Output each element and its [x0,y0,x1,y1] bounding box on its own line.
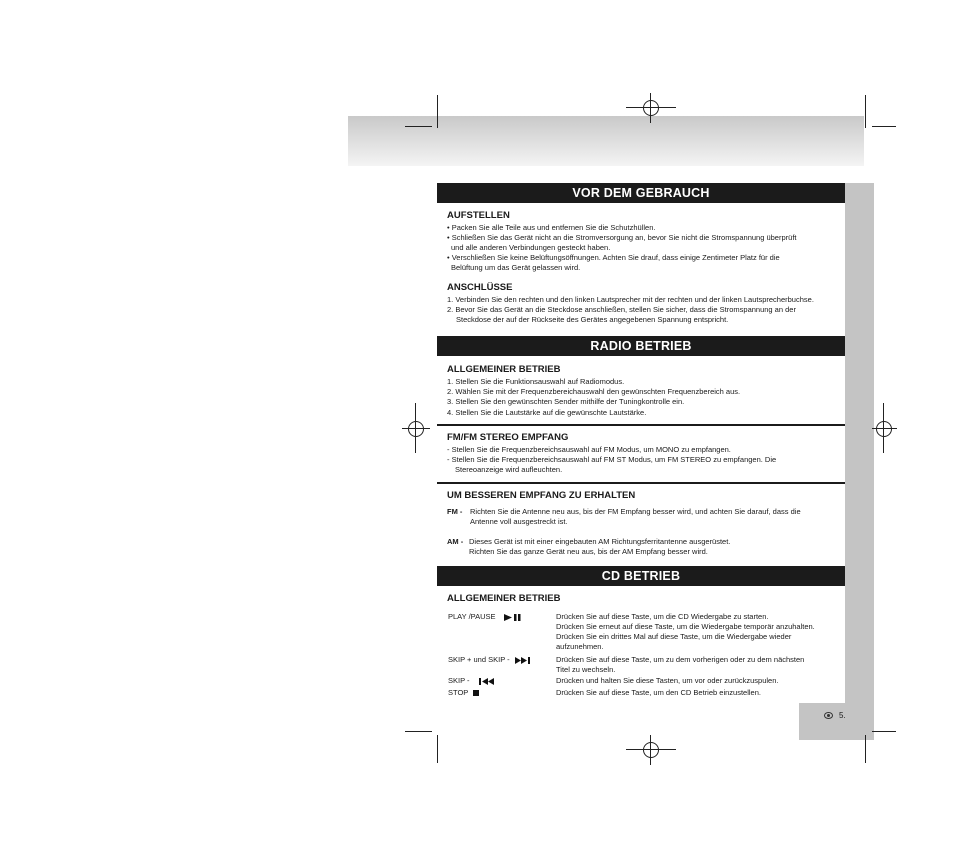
language-disc-icon [824,712,833,719]
text-line: Antenne voll ausgestreckt ist. [470,517,568,526]
text-line: aufzunehmen. [556,642,604,651]
text-line: und alle anderen Verbindungen gesteckt haben. [451,243,611,252]
skip-forward-icon [515,657,532,664]
crop-mark [437,95,438,128]
cd-key-stop [448,688,481,698]
page-number-box [799,703,874,740]
am-label: AM - [447,537,464,546]
text-line: Drücken Sie ein drittes Mal auf diese Taste, um die Wiedergabe wieder [556,632,792,641]
text-line: • Packen Sie alle Teile aus und entfernen Sie die Schutzhüllen. [447,223,656,232]
heading-allgemeiner-betrieb-cd: ALLGEMEINER BETRIEB [447,593,561,604]
cd-key-skip [448,655,532,665]
text-line: • Verschließen Sie keine Belüftungsöffnungen. Achten Sie drauf, dass einige Zentimeter Platz für die [447,253,780,262]
section-header-radio-betrieb: RADIO BETRIEB [437,336,845,356]
heading-besseren-empfang: UM BESSEREN EMPFANG ZU ERHALTEN [447,490,636,501]
section-header-cd-betrieb: CD BETRIEB [437,566,845,586]
text-line: 3. Stellen Sie den gewünschten Sender mithilfe der Tuningkontrolle ein. [447,397,685,406]
text-line: Drücken Sie auf diese Taste, um den CD Betrieb einzustellen. [556,688,761,697]
play-pause-icon [504,614,522,621]
text-line: Drücken Sie auf diese Taste, um zu dem vorherigen oder zu dem nächsten [556,655,805,664]
crop-mark [405,126,432,127]
crop-mark [437,735,438,763]
text-line: Titel zu wechseln. [556,665,616,674]
text-line: Steckdose der auf der Rückseite des Gerätes angegebenen Spannung entspricht. [456,315,729,324]
heading-anschluesse: ANSCHLÜSSE [447,282,513,293]
text-line: 2. Wählen Sie mit der Frequenzbereichauswahl den gewünschten Frequenzbereich aus. [447,387,741,396]
text-line: Dieses Gerät ist mit einer eingebauten AM Richtungsferritantenne ausgerüstet. [469,537,731,546]
crop-mark [405,731,432,732]
crop-mark [865,735,866,763]
text-line: 1. Stellen Sie die Funktionsauswahl auf Radiomodus. [447,377,625,386]
cd-key-label: SKIP + und SKIP - [448,655,510,664]
cd-key-play-pause [448,612,522,622]
stop-icon [473,690,481,697]
section-header-vor-dem-gebrauch: VOR DEM GEBRAUCH [437,183,845,203]
text-line: • Schließen Sie das Gerät nicht an die Stromversorgung an, bevor Sie nicht die Stromspannung überprüft [447,233,797,242]
divider [437,482,845,484]
page-number: 5. [839,711,846,720]
fm-label: FM - [447,507,463,516]
skip-back-icon [479,678,496,685]
cd-key-label: SKIP - [448,676,470,685]
text-line: Richten Sie die Antenne neu aus, bis der FM Empfang besser wird, und achten Sie darauf, dass die [470,507,801,516]
heading-allgemeiner-betrieb-radio: ALLGEMEINER BETRIEB [447,364,561,375]
text-line: Drücken und halten Sie diese Tasten, um vor oder zurückzuspulen. [556,676,779,685]
text-line: 2. Bevor Sie das Gerät an die Steckdose anschließen, stellen Sie sicher, dass die Stromspannung an der [447,305,796,314]
text-line: - Stellen Sie die Frequenzbereichsauswahl auf FM ST Modus, um FM STEREO zu empfangen. Die [447,455,777,464]
text-line: - Stellen Sie die Frequenzbereichsauswahl auf FM Modus, um MONO zu empfangen. [447,445,731,454]
text-line: Belüftung um das Gerät gelassen wird. [451,263,581,272]
top-gray-band [348,116,864,166]
text-line: 1. Verbinden Sie den rechten und den linken Lautsprecher mit der rechten und der linken Lautsprecherbuchse. [447,295,814,304]
crop-mark [872,126,896,127]
text-line: Drücken Sie auf diese Taste, um die CD Wiedergabe zu starten. [556,612,769,621]
text-line: Stereoanzeige wird aufleuchten. [455,465,563,474]
cd-key-skip-back [448,676,496,686]
cd-key-label: STOP [448,688,469,697]
crop-mark [872,731,896,732]
divider [437,424,845,426]
text-line: 4. Stellen Sie die Lautstärke auf die gewünschte Lautstärke. [447,408,647,417]
heading-fm-stereo-empfang: FM/FM STEREO EMPFANG [447,432,569,443]
heading-aufstellen: AUFSTELLEN [447,210,510,221]
cd-key-label: PLAY /PAUSE [448,612,496,621]
text-line: Richten Sie das ganze Gerät neu aus, bis der AM Empfang besser wird. [469,547,708,556]
crop-mark [865,95,866,128]
right-gray-sidebar [845,183,874,703]
text-line: Drücken Sie erneut auf diese Taste, um die Wiedergabe temporär anzuhalten. [556,622,815,631]
